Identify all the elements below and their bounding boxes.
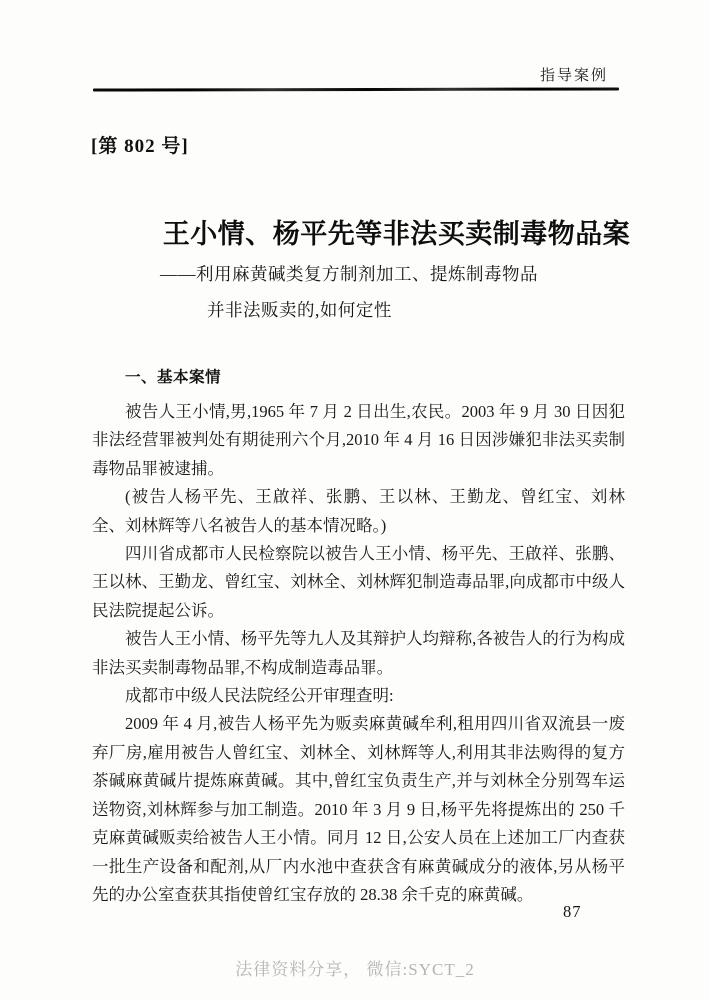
case-title: 王小情、杨平先等非法买卖制毒物品案 xyxy=(162,219,631,249)
section-heading: 一、基本案情 xyxy=(125,369,222,386)
body-paragraph: 被告人王小情,男,1965 年 7 月 2 日出生,农民。2003 年 9 月 30 日因犯非法经营罪被判处有期徒刑六个月,2010 年 4 月 16 日因涉嫌犯非法买卖制毒物品罪被逮捕。 xyxy=(92,402,625,478)
body-paragraph: 2009 年 4 月,被告人杨平先为贩卖麻黄碱牟利,租用四川省双流县一废弃厂房,雇用被告人曾红宝、刘林全、刘林辉等人,利用其非法购得的复方茶碱麻黄碱片提炼麻黄碱。其中,曾红宝负责生产,并与刘林全分别驾车运送物资,刘林辉参与加工制造。2010 年 3 月 9 日,杨平先将提炼出的 250 千克麻黄碱贩卖给被告人王小情。同月 12 日,公安人员在上述加工厂内查获一批生产设备和配剂,从厂内水池中查获含有麻黄碱成分的液体,另从杨平先的办公室查获其指使曾红宝存放的 28.38 余千克的麻黄碱。 xyxy=(92,714,625,904)
body-paragraph: 被告人王小情、杨平先等九人及其辩护人均辩称,各被告人的行为构成非法买卖制毒物品罪,不构成制造毒品罪。 xyxy=(92,629,625,677)
header-rule xyxy=(93,87,619,91)
body-paragraph: 成都市中级人民法院经公开审理查明: xyxy=(125,686,394,706)
running-header-label: 指导案例 xyxy=(540,68,609,84)
case-subtitle-line-1: ——利用麻黄碱类复方制剂加工、提炼制毒物品 xyxy=(160,264,538,284)
case-number: [第 802 号] xyxy=(91,136,189,157)
case-body xyxy=(92,398,625,909)
page-number: 87 xyxy=(563,902,582,921)
case-subtitle-line-2: 并非法贩卖的,如何定性 xyxy=(207,300,392,320)
watermark-text: 法律资料分享， 微信:SYCT_2 xyxy=(235,960,475,979)
body-paragraph: (被告人杨平先、王啟祥、张鹏、王以林、王勤龙、曾红宝、刘林全、刘林辉等八名被告人的基本情况略。) xyxy=(92,487,625,535)
body-paragraph: 四川省成都市人民检察院以被告人王小情、杨平先、王啟祥、张鹏、王以林、王勤龙、曾红宝、刘林全、刘林辉犯制造毒品罪,向成都市中级人民法院提起公诉。 xyxy=(92,544,625,620)
